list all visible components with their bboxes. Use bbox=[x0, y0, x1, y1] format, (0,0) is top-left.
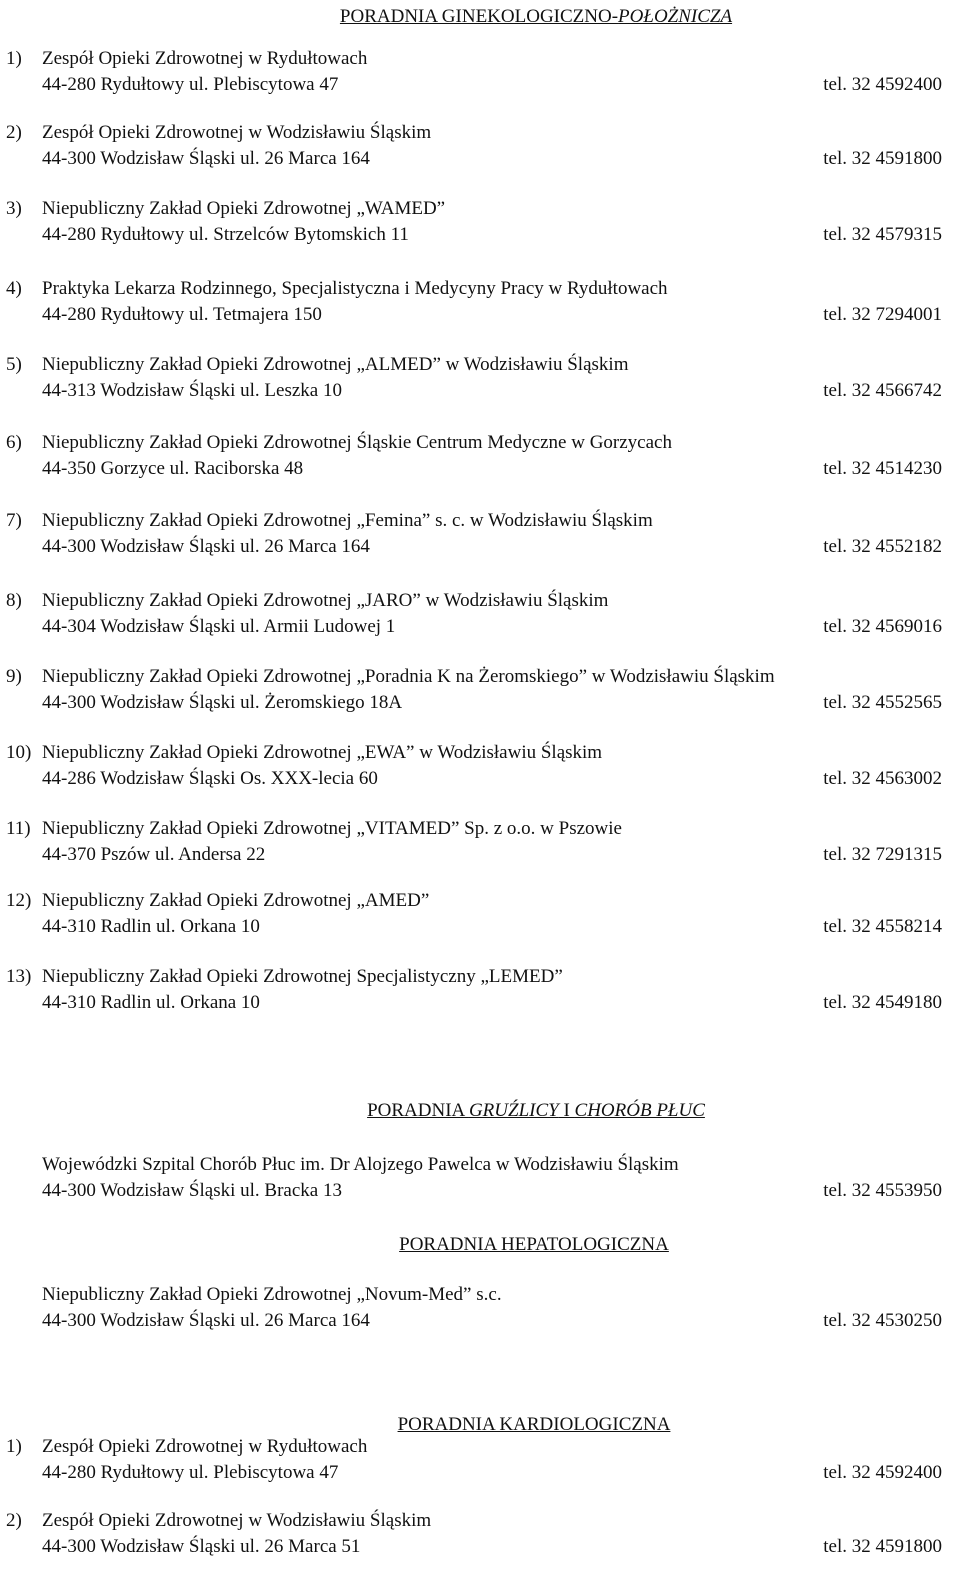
facility-phone: tel. 32 7294001 bbox=[823, 304, 942, 325]
facility-address: 44-300 Wodzisław Śląski ul. 26 Marca 164 bbox=[42, 1310, 370, 1331]
facility-phone: tel. 32 4591800 bbox=[823, 148, 942, 169]
facility-phone: tel. 32 4549180 bbox=[823, 992, 942, 1013]
section-heading-part: PORADNIA HEPATOLOGICZNA bbox=[399, 1234, 669, 1255]
facility-address: 44-280 Rydułtowy ul. Strzelców Bytomskich 11 bbox=[42, 224, 409, 245]
section-heading bbox=[367, 1098, 705, 1124]
facility-name: Niepubliczny Zakład Opieki Zdrowotnej „JARO” w Wodzisławiu Śląskim bbox=[42, 590, 609, 611]
section-heading-part: PORADNIA GINEKOLOGICZNO- bbox=[339, 6, 619, 27]
facility-address: 44-313 Wodzisław Śląski ul. Leszka 10 bbox=[42, 380, 342, 401]
section-heading bbox=[340, 4, 732, 30]
facility-name: Niepubliczny Zakład Opieki Zdrowotnej „Femina” s. c. w Wodzisławiu Śląskim bbox=[42, 510, 653, 531]
facility-phone: tel. 32 4592400 bbox=[823, 1462, 942, 1483]
facility-phone: tel. 32 4514230 bbox=[823, 458, 942, 479]
facility-phone: tel. 32 4592400 bbox=[823, 74, 942, 95]
facility-phone: tel. 32 4563002 bbox=[823, 768, 942, 789]
facility-name: Zespół Opieki Zdrowotnej w Rydułtowach bbox=[42, 1436, 368, 1457]
section-heading-part: CHORÓB PŁUC bbox=[574, 1100, 705, 1121]
facility-address: 44-310 Radlin ul. Orkana 10 bbox=[42, 916, 260, 937]
facility-name: Niepubliczny Zakład Opieki Zdrowotnej „WAMED” bbox=[42, 198, 446, 219]
section-heading-part: POŁOŻNICZA bbox=[618, 6, 733, 27]
entry-number: 2) bbox=[6, 122, 22, 143]
facility-address: 44-286 Wodzisław Śląski Os. XXX-lecia 60 bbox=[42, 768, 378, 789]
entry-number: 12) bbox=[6, 890, 32, 911]
entry-number: 2) bbox=[6, 1510, 22, 1531]
facility-name: Zespół Opieki Zdrowotnej w Wodzisławiu Śląskim bbox=[42, 1510, 432, 1531]
facility-name: Zespół Opieki Zdrowotnej w Rydułtowach bbox=[42, 48, 368, 69]
entry-number: 11) bbox=[6, 818, 31, 839]
facility-phone: tel. 32 4566742 bbox=[823, 380, 942, 401]
facility-name: Wojewódzki Szpital Chorób Płuc im. Dr Alojzego Pawelca w Wodzisławiu Śląskim bbox=[42, 1154, 679, 1175]
entry-number: 6) bbox=[6, 432, 22, 453]
entry-number: 13) bbox=[6, 966, 32, 987]
facility-phone: tel. 32 4558214 bbox=[823, 916, 942, 937]
facility-address: 44-300 Wodzisław Śląski ul. 26 Marca 51 bbox=[42, 1536, 361, 1557]
section-heading-part: PORADNIA KARDIOLOGICZNA bbox=[397, 1414, 671, 1435]
facility-phone: tel. 32 4553950 bbox=[823, 1180, 942, 1201]
entry-number: 10) bbox=[6, 742, 32, 763]
facility-phone: tel. 32 4552565 bbox=[823, 692, 942, 713]
facility-address: 44-310 Radlin ul. Orkana 10 bbox=[42, 992, 260, 1013]
facility-name: Zespół Opieki Zdrowotnej w Wodzisławiu Śląskim bbox=[42, 122, 432, 143]
facility-address: 44-370 Pszów ul. Andersa 22 bbox=[42, 844, 266, 865]
facility-name: Praktyka Lekarza Rodzinnego, Specjalistyczna i Medycyny Pracy w Rydułtowach bbox=[42, 278, 668, 299]
facility-address: 44-280 Rydułtowy ul. Plebiscytowa 47 bbox=[42, 74, 339, 95]
entry-number: 5) bbox=[6, 354, 22, 375]
facility-phone: tel. 32 4591800 bbox=[823, 1536, 942, 1557]
facility-name: Niepubliczny Zakład Opieki Zdrowotnej „EWA” w Wodzisławiu Śląskim bbox=[42, 742, 603, 763]
entry-number: 7) bbox=[6, 510, 22, 531]
facility-address: 44-300 Wodzisław Śląski ul. 26 Marca 164 bbox=[42, 148, 370, 169]
facility-phone: tel. 32 4579315 bbox=[823, 224, 942, 245]
facility-name: Niepubliczny Zakład Opieki Zdrowotnej „AMED” bbox=[42, 890, 430, 911]
entry-number: 9) bbox=[6, 666, 22, 687]
facility-phone: tel. 32 7291315 bbox=[823, 844, 942, 865]
facility-address: 44-280 Rydułtowy ul. Tetmajera 150 bbox=[42, 304, 322, 325]
facility-name: Niepubliczny Zakład Opieki Zdrowotnej Specjalistyczny „LEMED” bbox=[42, 966, 563, 987]
section-heading-part: I bbox=[558, 1100, 575, 1121]
facility-address: 44-300 Wodzisław Śląski ul. 26 Marca 164 bbox=[42, 536, 370, 557]
facility-name: Niepubliczny Zakład Opieki Zdrowotnej „ALMED” w Wodzisławiu Śląskim bbox=[42, 354, 629, 375]
facility-phone: tel. 32 4530250 bbox=[823, 1310, 942, 1331]
facility-name: Niepubliczny Zakład Opieki Zdrowotnej Śląskie Centrum Medyczne w Gorzycach bbox=[42, 432, 672, 453]
facility-address: 44-280 Rydułtowy ul. Plebiscytowa 47 bbox=[42, 1462, 339, 1483]
entry-number: 4) bbox=[6, 278, 22, 299]
facility-address: 44-350 Gorzyce ul. Raciborska 48 bbox=[42, 458, 304, 479]
entry-number: 1) bbox=[6, 1436, 22, 1457]
facility-address: 44-300 Wodzisław Śląski ul. Bracka 13 bbox=[42, 1180, 342, 1201]
section-heading bbox=[399, 1232, 669, 1258]
section-heading bbox=[398, 1412, 671, 1438]
entry-number: 1) bbox=[6, 48, 22, 69]
facility-phone: tel. 32 4552182 bbox=[823, 536, 942, 557]
facility-name: Niepubliczny Zakład Opieki Zdrowotnej „Poradnia K na Żeromskiego” w Wodzisławiu Śląskim bbox=[42, 666, 775, 687]
facility-name: Niepubliczny Zakład Opieki Zdrowotnej „VITAMED” Sp. z o.o. w Pszowie bbox=[42, 818, 622, 839]
facility-address: 44-304 Wodzisław Śląski ul. Armii Ludowej 1 bbox=[42, 616, 396, 637]
entry-number: 3) bbox=[6, 198, 22, 219]
section-heading-part: GRUŹLICY bbox=[468, 1100, 559, 1121]
section-heading-part: PORADNIA bbox=[367, 1100, 469, 1121]
facility-name: Niepubliczny Zakład Opieki Zdrowotnej „Novum-Med” s.c. bbox=[42, 1284, 502, 1305]
facility-address: 44-300 Wodzisław Śląski ul. Żeromskiego 18A bbox=[42, 692, 403, 713]
entry-number: 8) bbox=[6, 590, 22, 611]
facility-phone: tel. 32 4569016 bbox=[823, 616, 942, 637]
